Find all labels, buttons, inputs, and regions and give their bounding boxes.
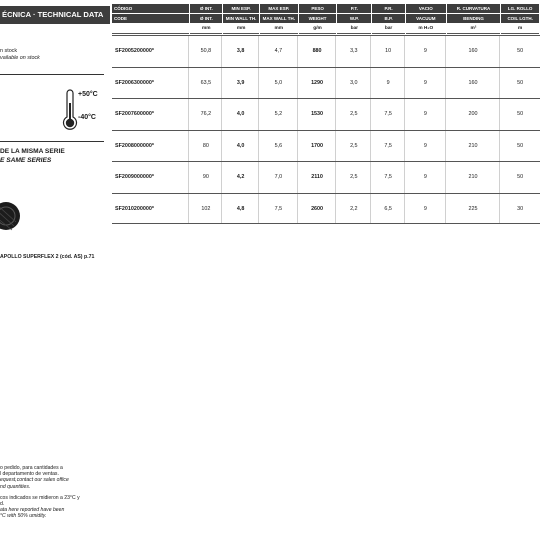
table-cell: 225 (447, 194, 501, 224)
table-cell: 9 (406, 68, 446, 99)
table-cell: 50 (517, 111, 524, 117)
table-cell: 4,8 (223, 194, 259, 224)
table-cell: 4,0 (223, 99, 259, 130)
table-cell: 10 (372, 36, 405, 67)
table-cell: 90 (190, 162, 222, 193)
header-es-cell: Ø INT. (190, 4, 222, 13)
left-column (0, 0, 108, 540)
table-cell: 30 (517, 205, 524, 212)
table-cell: 9 (406, 194, 446, 224)
product-code: SF2009000000* (112, 162, 189, 193)
header-es-cell: LG. ROLLO (501, 4, 539, 13)
table-cell: 50 (517, 142, 524, 149)
unit-cell: mm (260, 24, 298, 34)
table-cell: 4,0 (223, 131, 259, 162)
technical-table (112, 4, 540, 224)
unit-cell: m (501, 24, 539, 34)
table-cell: 9 (406, 36, 446, 67)
stock-info (0, 48, 40, 62)
table-cell: 200 (447, 99, 501, 130)
table-cell: 2,2 (337, 194, 371, 224)
table-cell: 50 (517, 79, 524, 86)
table-cell: 50 (517, 174, 524, 180)
header-es-cell: P.R. (372, 4, 405, 13)
table-cell: 3,0 (337, 68, 371, 99)
table-cell: 102 (190, 194, 222, 224)
table-cell: 5,0 (260, 68, 298, 99)
same-series-heading (0, 147, 65, 165)
table-cell: 160 (447, 36, 501, 67)
unit-cell: g/m (299, 24, 337, 34)
unit-cell: m H₂O (406, 24, 446, 34)
footnote-line: l departamento de ventas. (0, 471, 59, 478)
header-es-cell: PESO (299, 4, 337, 13)
table-cell: 2,5 (337, 131, 371, 162)
table-cell: 4,7 (260, 36, 298, 67)
product-code: SF2007600000* (112, 99, 189, 130)
unit-cell: m² (447, 24, 501, 34)
table-cell: 3,9 (223, 68, 259, 99)
header-en-cell: VACUUM (406, 14, 446, 23)
header-en-cell: BENDING (447, 14, 501, 23)
table-cell: 160 (447, 68, 501, 99)
table-cell: 76,2 (190, 99, 222, 130)
min-temperature: -40°C (78, 114, 96, 121)
table-cell: 880 (299, 36, 337, 67)
table-cell: 2110 (299, 162, 337, 193)
table-cell: 5,6 (260, 131, 298, 162)
footnote-line: d. (0, 501, 5, 508)
footnote-line: cos indicados se midieron a 23°C y (0, 494, 80, 501)
table-cell: 4,2 (223, 162, 259, 193)
footnote-line: ata here reported have been (0, 507, 65, 514)
table-cell: 7,5 (372, 99, 405, 130)
unit-cell: bar (372, 24, 405, 34)
table-cell: 5,2 (260, 99, 298, 130)
table-cell: 2,5 (337, 162, 371, 193)
header-es-cell: MIN ESP. (223, 4, 259, 13)
related-product-link[interactable]: APOLLO SUPERFLEX 2 (cód. AS) p.71 (0, 254, 95, 260)
table-row (112, 98, 540, 130)
header-row-en (112, 14, 540, 23)
table-cell: 3,3 (337, 36, 371, 67)
table-cell: 6,5 (372, 194, 405, 224)
table-row (112, 35, 540, 67)
table-cell: 50,8 (190, 36, 222, 67)
table-row (112, 193, 540, 225)
header-en-cell: MAX WALL TH. (260, 14, 298, 23)
table-cell: 210 (447, 162, 501, 193)
table-cell: 50 (517, 48, 524, 54)
divider (0, 74, 104, 75)
table-cell: 80 (190, 131, 222, 162)
header-en-cell: WEIGHT (299, 14, 337, 23)
units-row (112, 24, 540, 34)
unit-cell (112, 24, 189, 34)
header-es-cell: VACIO (406, 4, 446, 13)
header-es-cell: P.T. (337, 4, 371, 13)
table-cell: 9 (372, 68, 405, 99)
max-temperature: +50°C (78, 91, 98, 98)
hose-image (0, 196, 24, 236)
unit-cell: mm (190, 24, 222, 34)
table-cell: 7,0 (260, 162, 298, 193)
stock-line-en: vailable on stock (0, 55, 40, 61)
unit-cell: bar (337, 24, 371, 34)
header-es-cell: R. CURVATURA (447, 4, 501, 13)
header-row-es (112, 4, 540, 13)
table-row (112, 161, 540, 193)
stock-line-es: n stock (0, 48, 18, 54)
thermometer-icon (60, 89, 80, 131)
header-en-cell: W.P. (337, 14, 371, 23)
same-series-en: E SAME SERIES (0, 157, 52, 164)
header-es-cell: CÓDIGO (112, 4, 189, 13)
table-cell: 9 (406, 131, 446, 162)
table-row (112, 67, 540, 99)
table-cell: 63,5 (190, 68, 222, 99)
table-cell: 210 (447, 131, 501, 162)
product-code: SF2010200000* (112, 194, 189, 224)
footnote-line: equest,contact our sales office (0, 477, 69, 484)
unit-cell: mm (223, 24, 259, 34)
footnote-line: o pedido, para cantidades a (0, 465, 63, 471)
table-cell: 7,5 (372, 162, 405, 193)
table-cell: 7,5 (372, 131, 405, 162)
table-cell: 2600 (299, 194, 337, 224)
table-cell: 1700 (299, 131, 337, 162)
footnotes (0, 465, 80, 520)
footnote-line: nd quantities. (0, 483, 31, 490)
header-en-cell: CODE (112, 14, 189, 23)
footnote-line: °C with 50% umidity. (0, 513, 47, 520)
same-series-es: DE LA MISMA SERIE (0, 148, 65, 155)
table-cell: 2,5 (337, 99, 371, 130)
product-code: SF2005200000* (112, 36, 189, 67)
table-cell: 1290 (299, 68, 337, 99)
header-en-cell: COIL LGTH. (501, 14, 539, 23)
table-cell: 9 (406, 99, 446, 130)
technical-data-header: ÉCNICA · TECHNICAL DATA (0, 6, 110, 24)
table-cell: 9 (406, 162, 446, 193)
table-cell: 3,8 (223, 36, 259, 67)
table-body (112, 35, 540, 224)
table-cell: 7,5 (260, 194, 298, 224)
header-es-cell: MAX ESP. (260, 4, 298, 13)
product-code: SF2008000000* (112, 131, 189, 162)
table-row (112, 130, 540, 162)
table-cell: 1530 (299, 99, 337, 130)
divider (0, 141, 104, 142)
header-en-cell: MIN WALL TH. (223, 14, 259, 23)
product-code: SF2006300000* (112, 68, 189, 99)
header-en-cell: Ø INT. (190, 14, 222, 23)
header-en-cell: B.P. (372, 14, 405, 23)
